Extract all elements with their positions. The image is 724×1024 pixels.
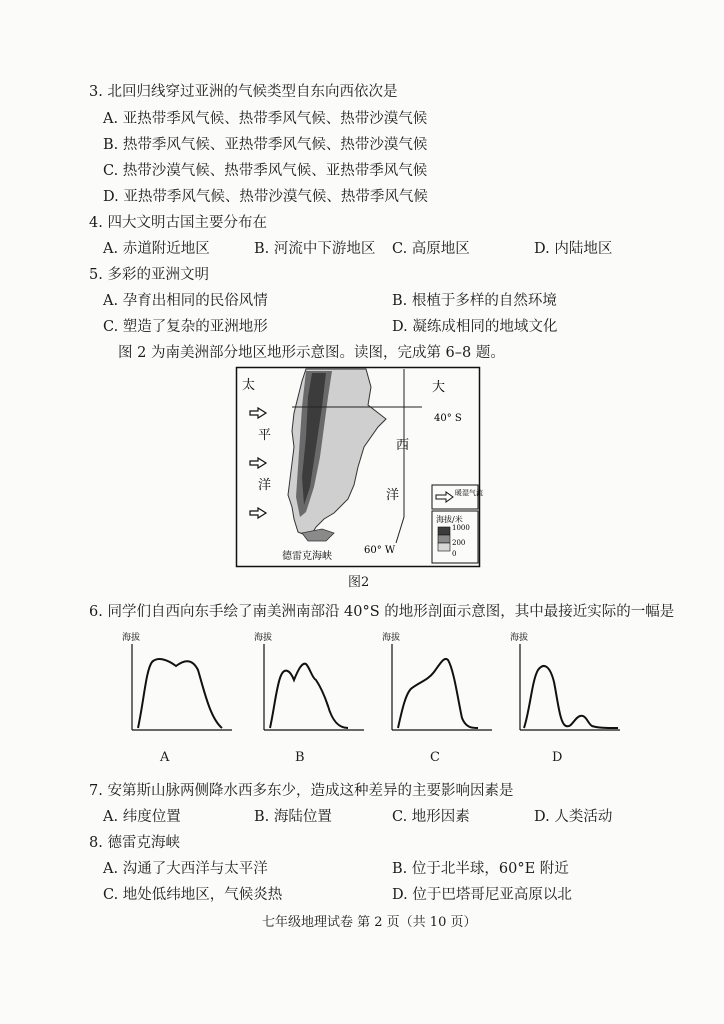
q4-option-a: A. 赤道附近地区	[103, 241, 210, 257]
profile-d-axis-label: 海拔	[510, 633, 529, 643]
q4-option-b: B. 河流中下游地区	[254, 241, 376, 257]
q8-stem: 8. 德雷克海峡	[89, 835, 180, 851]
q8-option-d: D. 位于巴塔哥尼亚高原以北	[392, 887, 572, 903]
profile-c	[378, 630, 498, 738]
legend-title: 海拔/米	[436, 515, 463, 524]
q3-option-b: B. 热带季风气候、亚热带季风气候、热带沙漠气候	[103, 137, 428, 153]
profile-d	[506, 630, 626, 738]
fig2-caption: 图2	[348, 575, 370, 590]
q6-stem: 6. 同学们自西向东手绘了南美洲南部沿 40°S 的地形剖面示意图，其中最接近实际的一幅是	[89, 604, 675, 620]
legend-0: 0	[452, 550, 457, 558]
map-label-strait: 德雷克海峡	[282, 551, 332, 562]
q3-option-a: A. 亚热带季风气候、热带季风气候、热带沙漠气候	[103, 111, 428, 127]
south-america-map	[236, 367, 483, 567]
q7-option-d: D. 人类活动	[534, 809, 613, 825]
q8-option-c: C. 地处低纬地区，气候炎热	[103, 887, 283, 903]
q8-option-b: B. 位于北半球，60°E 附近	[392, 861, 569, 877]
fig2-intro: 图 2 为南美洲部分地区地形示意图。读图，完成第 6–8 题。	[118, 345, 505, 361]
q8-option-a: A. 沟通了大西洋与太平洋	[103, 861, 268, 877]
map-label-tai: 太	[242, 378, 256, 393]
map-label-da: 大	[432, 380, 446, 395]
q7-option-c: C. 地形因素	[392, 809, 470, 825]
q4-option-c: C. 高原地区	[392, 241, 470, 257]
map-label-lat: 40° S	[434, 413, 462, 424]
map-label-lon: 60° W	[364, 545, 396, 556]
q3-option-c: C. 热带沙漠气候、热带季风气候、亚热带季风气候	[103, 163, 428, 179]
map-label-xi: 西	[396, 438, 410, 453]
map-label-yang-right: 洋	[386, 488, 400, 503]
q7-option-b: B. 海陆位置	[254, 809, 332, 825]
legend-200: 200	[452, 539, 466, 547]
q7-stem: 7. 安第斯山脉两侧降水西多东少，造成这种差异的主要影响因素是	[89, 783, 514, 799]
q5-stem: 5. 多彩的亚洲文明	[89, 267, 209, 283]
q3-stem: 3. 北回归线穿过亚洲的气候类型自东向西依次是	[89, 84, 398, 100]
q7-option-a: A. 纬度位置	[103, 809, 181, 825]
q5-option-a: A. 孕育出相同的民俗风情	[103, 293, 268, 309]
q5-option-c: C. 塑造了复杂的亚洲地形	[103, 319, 268, 335]
profile-b	[250, 630, 370, 738]
profile-b-axis-label: 海拔	[254, 633, 273, 643]
profile-d-label: D	[552, 750, 563, 765]
q4-stem: 4. 四大文明古国主要分布在	[89, 215, 267, 231]
page-footer: 七年级地理试卷 第 2 页（共 10 页）	[262, 915, 477, 930]
profile-a-axis-label: 海拔	[122, 633, 141, 643]
q5-option-b: B. 根植于多样的自然环境	[392, 293, 557, 309]
profile-a	[118, 630, 238, 738]
profile-c-label: C	[430, 750, 440, 765]
q4-option-d: D. 内陆地区	[534, 241, 613, 257]
legend-1000: 1000	[452, 524, 470, 532]
map-label-yang-left: 洋	[258, 478, 272, 493]
profile-c-axis-label: 海拔	[382, 633, 401, 643]
map-label-ping: 平	[258, 428, 272, 443]
q5-option-d: D. 凝练成相同的地域文化	[392, 319, 558, 335]
profile-a-label: A	[160, 750, 170, 765]
q3-option-d: D. 亚热带季风气候、热带沙漠气候、热带季风气候	[103, 189, 428, 205]
profile-b-label: B	[295, 750, 305, 765]
legend-warm-air: 暖湿气流	[455, 489, 483, 497]
